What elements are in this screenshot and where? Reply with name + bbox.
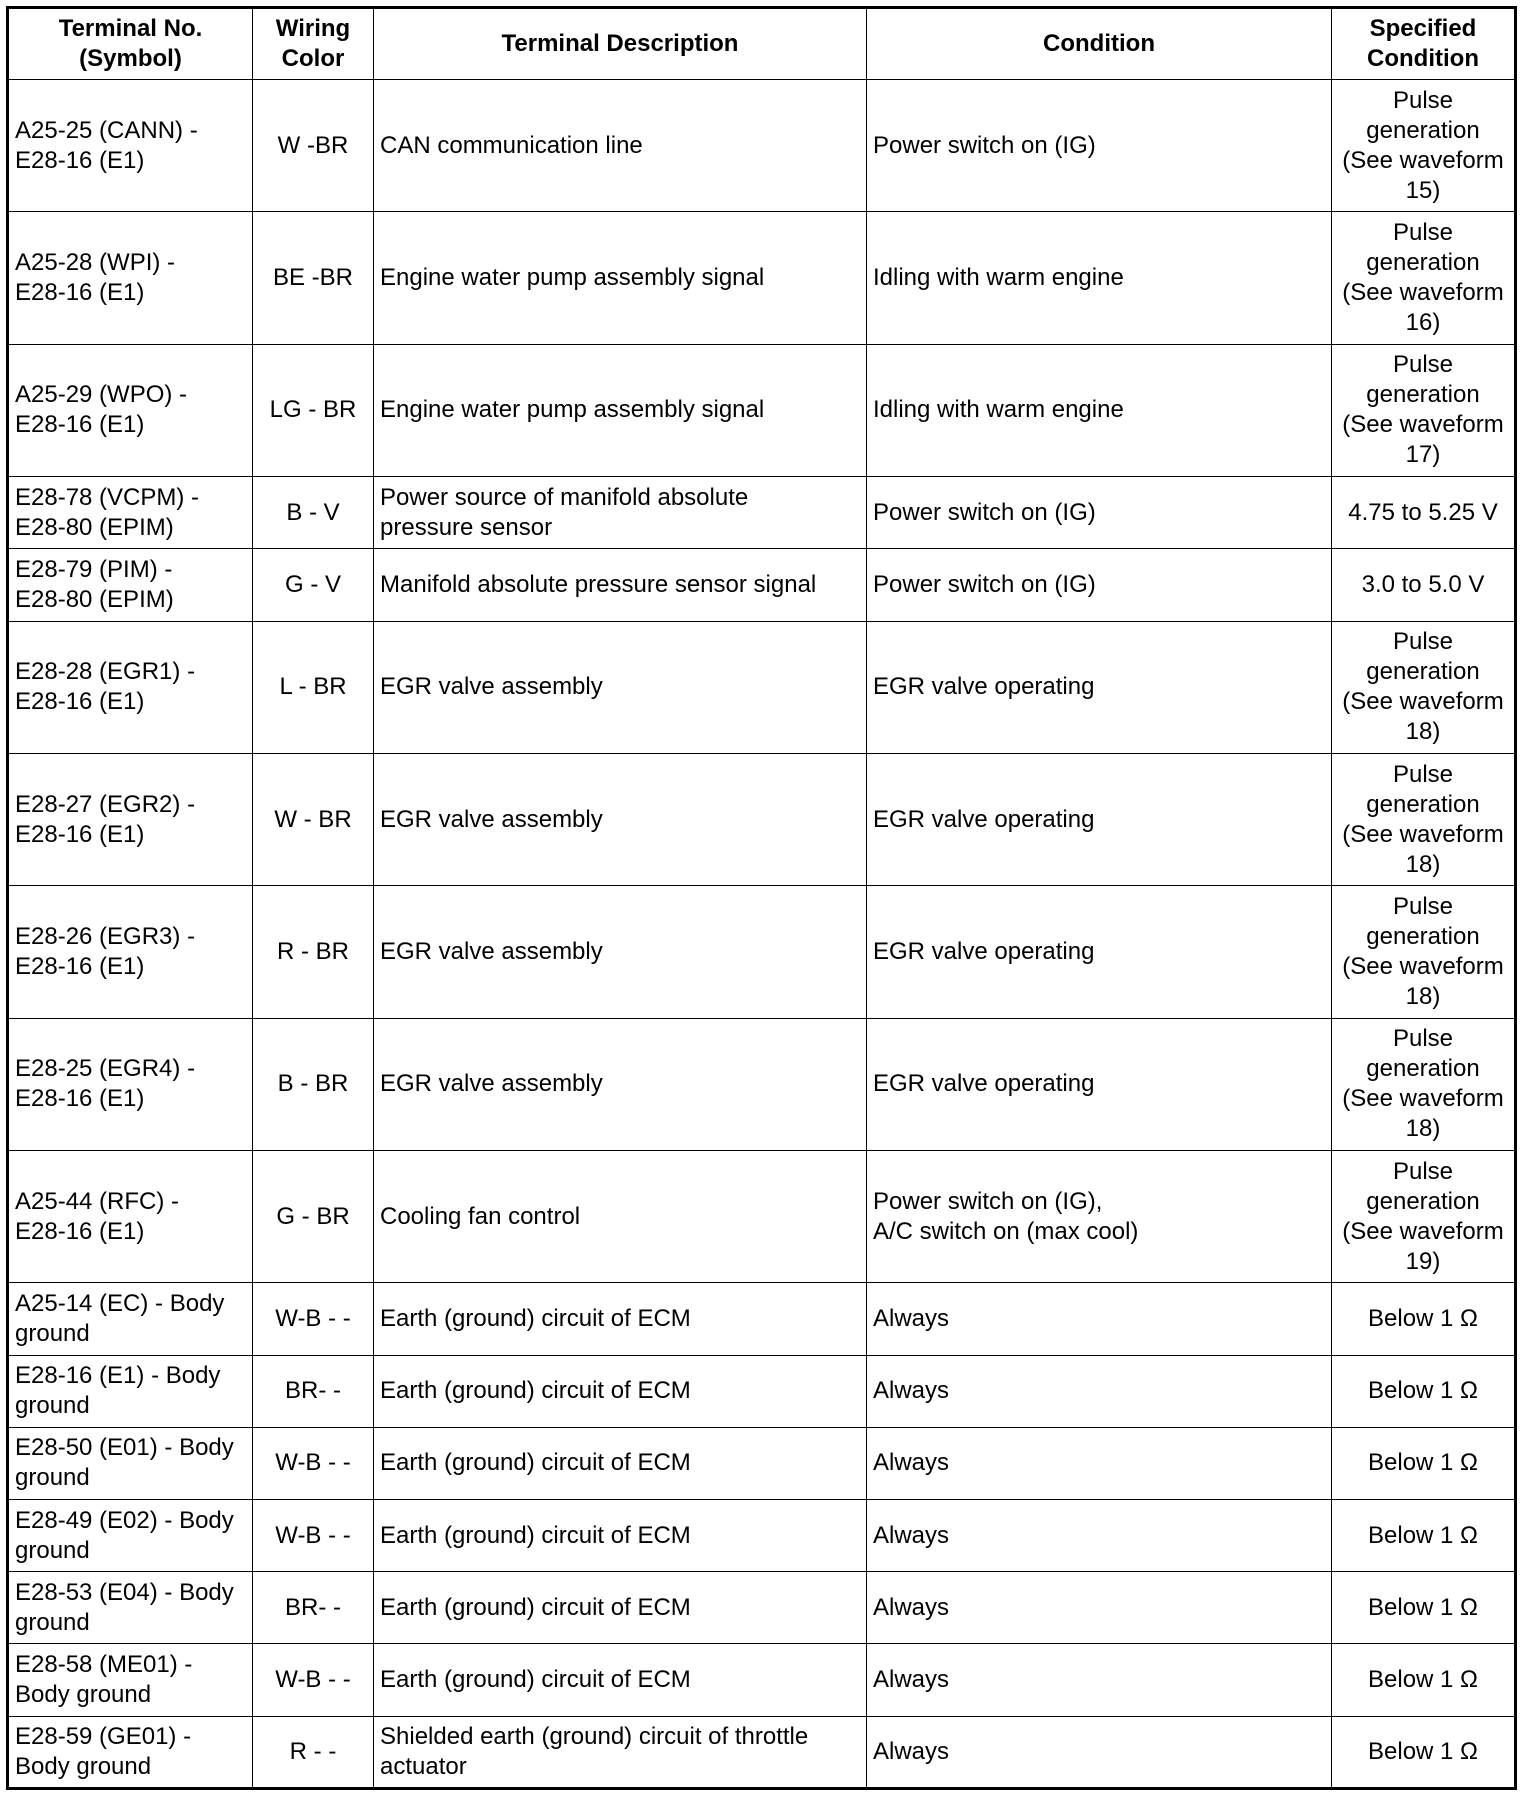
cell-specified-condition-line: (See waveform [1342, 820, 1504, 848]
cell-specified-condition-line: Pulse [1392, 760, 1454, 788]
cell-specified-condition-line: 18) [1405, 1115, 1441, 1143]
cell-specified-condition-line: Below 1 Ω [1368, 1593, 1478, 1621]
cell-terminal-line: E28-16 (E1) [15, 952, 145, 980]
cell-terminal-line: E28-16 (E1) [15, 1217, 145, 1245]
cell-specified-condition [1332, 80, 1516, 212]
table-row [8, 1355, 1516, 1427]
cell-terminal-line: E28-78 (VCPM) - [15, 483, 200, 511]
header-terminal-description: Terminal Description [374, 8, 867, 80]
cell-specified-condition [1332, 1644, 1516, 1716]
cell-description-line: Shielded earth (ground) circuit of throttle [380, 1722, 809, 1750]
cell-condition [867, 1716, 1332, 1788]
cell-specified-condition-line: Pulse [1392, 219, 1454, 247]
cell-specified-condition-line: 4.75 to 5.25 V [1348, 498, 1498, 526]
cell-specified-condition-line: Pulse [1392, 86, 1454, 114]
cell-terminal-line: ground [15, 1608, 90, 1636]
cell-wiring-color: BR- - [253, 1572, 374, 1644]
cell-specified-condition [1332, 1283, 1516, 1355]
cell-terminal-line: A25-25 (CANN) - [15, 116, 198, 144]
cell-condition [867, 344, 1332, 476]
cell-specified-condition-line: Below 1 Ω [1368, 1305, 1478, 1332]
cell-terminal-line: A25-14 (EC) - Body [15, 1290, 225, 1317]
cell-terminal [8, 621, 253, 753]
header-specified-line1: Specified [1369, 15, 1477, 42]
cell-specified-condition-line: Pulse [1392, 1157, 1454, 1185]
table-row [8, 477, 1516, 549]
cell-terminal-line: E28-59 (GE01) - [15, 1722, 192, 1750]
cell-specified-condition-line: 18) [1405, 982, 1441, 1010]
cell-terminal [8, 1151, 253, 1283]
header-wiring-color [253, 8, 374, 80]
cell-terminal [8, 1018, 253, 1150]
cell-wiring-color: R - - [253, 1716, 374, 1788]
table-row [8, 1500, 1516, 1572]
cell-terminal [8, 344, 253, 476]
cell-description-line: CAN communication line [380, 131, 643, 159]
cell-description [374, 344, 867, 476]
cell-description [374, 212, 867, 344]
cell-terminal-line: E28-16 (E1) [15, 688, 145, 716]
cell-specified-condition-line: Below 1 Ω [1368, 1666, 1478, 1694]
table-row [8, 1644, 1516, 1716]
table-row [8, 1151, 1516, 1283]
cell-terminal-line: E28-80 (EPIM) [15, 513, 174, 541]
cell-condition [867, 1018, 1332, 1150]
cell-specified-condition-line: 18) [1405, 850, 1441, 878]
cell-terminal-line: ground [15, 1536, 90, 1564]
cell-condition [867, 549, 1332, 621]
cell-wiring-color: BR- - [253, 1355, 374, 1427]
cell-condition [867, 1355, 1332, 1427]
cell-condition-line: EGR valve operating [873, 673, 1095, 701]
cell-description [374, 621, 867, 753]
cell-condition-line: Always [873, 1377, 950, 1405]
cell-terminal-line: E28-25 (EGR4) - [15, 1055, 196, 1083]
cell-description-line: Engine water pump assembly signal [380, 396, 765, 424]
cell-specified-condition-line: generation [1366, 1055, 1480, 1083]
cell-specified-condition [1332, 344, 1516, 476]
cell-terminal-line: A25-29 (WPO) - [15, 381, 188, 409]
cell-terminal-line: E28-16 (E1) [15, 146, 145, 174]
cell-condition-line: EGR valve operating [873, 937, 1095, 965]
cell-specified-condition-line: Below 1 Ω [1368, 1449, 1478, 1477]
table-row [8, 212, 1516, 344]
cell-specified-condition-line: Pulse [1392, 351, 1454, 379]
cell-specified-condition [1332, 212, 1516, 344]
cell-specified-condition-line: (See waveform [1342, 411, 1504, 439]
table-row [8, 1427, 1516, 1499]
cell-terminal [8, 1355, 253, 1427]
cell-description-line: EGR valve assembly [380, 673, 603, 701]
cell-terminal-line: E28-79 (PIM) - [15, 555, 173, 583]
cell-description-line: Engine water pump assembly signal [380, 264, 765, 292]
cell-wiring-color: G - BR [253, 1151, 374, 1283]
header-condition: Condition [867, 8, 1332, 80]
cell-terminal-line: E28-27 (EGR2) - [15, 790, 196, 818]
cell-terminal [8, 1644, 253, 1716]
cell-specified-condition-line: 16) [1405, 309, 1441, 337]
cell-wiring-color: R - BR [253, 886, 374, 1018]
cell-terminal-line: E28-16 (E1) [15, 820, 145, 848]
cell-description [374, 549, 867, 621]
cell-terminal-line: E28-16 (E1) [15, 279, 145, 307]
cell-description-line: EGR valve assembly [380, 937, 603, 965]
cell-description [374, 1355, 867, 1427]
cell-specified-condition-line: (See waveform [1342, 1085, 1504, 1113]
cell-terminal-line: Body ground [15, 1681, 152, 1709]
cell-description [374, 753, 867, 885]
cell-condition [867, 1644, 1332, 1716]
header-terminal-line2: (Symbol) [79, 45, 182, 72]
cell-wiring-color: W - BR [253, 753, 374, 885]
cell-description-line: Earth (ground) circuit of ECM [380, 1521, 691, 1549]
cell-specified-condition-line: generation [1366, 116, 1480, 144]
cell-description-line: Power source of manifold absolute [380, 483, 749, 511]
cell-specified-condition-line: 17) [1405, 441, 1441, 469]
cell-specified-condition-line: (See waveform [1342, 952, 1504, 980]
cell-terminal [8, 212, 253, 344]
header-wiring-line2: Color [281, 45, 345, 72]
cell-condition [867, 886, 1332, 1018]
cell-wiring-color: W-B - - [253, 1427, 374, 1499]
cell-specified-condition-line: Pulse [1392, 892, 1454, 920]
cell-specified-condition [1332, 621, 1516, 753]
cell-wiring-color: B - BR [253, 1018, 374, 1150]
cell-specified-condition-line: generation [1366, 790, 1480, 818]
cell-condition-line: Always [873, 1666, 950, 1694]
cell-condition-line: Always [873, 1593, 950, 1621]
cell-specified-condition-line: generation [1366, 249, 1480, 277]
cell-wiring-color: W -BR [253, 80, 374, 212]
cell-description-line: Manifold absolute pressure sensor signal [380, 570, 817, 598]
cell-terminal-line: Body ground [15, 1752, 152, 1780]
header-row [8, 8, 1516, 80]
cell-description [374, 1500, 867, 1572]
cell-condition-line: Power switch on (IG) [873, 131, 1096, 159]
table-row [8, 1572, 1516, 1644]
cell-condition [867, 1427, 1332, 1499]
cell-wiring-color: L - BR [253, 621, 374, 753]
cell-terminal [8, 1283, 253, 1355]
cell-terminal-line: E28-80 (EPIM) [15, 585, 174, 613]
cell-description-line: EGR valve assembly [380, 1070, 603, 1098]
cell-specified-condition [1332, 1427, 1516, 1499]
cell-condition [867, 212, 1332, 344]
cell-condition-line: Idling with warm engine [873, 264, 1124, 292]
cell-description-line: actuator [380, 1752, 467, 1780]
cell-specified-condition-line: generation [1366, 1187, 1480, 1215]
cell-specified-condition-line: Below 1 Ω [1368, 1377, 1478, 1405]
cell-condition-line: Always [873, 1737, 950, 1765]
cell-condition [867, 1283, 1332, 1355]
cell-terminal [8, 886, 253, 1018]
cell-specified-condition-line: 19) [1405, 1247, 1441, 1275]
terminal-inspection-table [6, 6, 1517, 1790]
cell-terminal-line: A25-28 (WPI) - [15, 249, 176, 277]
cell-terminal-line: E28-28 (EGR1) - [15, 658, 196, 686]
cell-specified-condition-line: 15) [1405, 176, 1441, 204]
cell-description-line: Earth (ground) circuit of ECM [380, 1305, 691, 1332]
cell-specified-condition-line: generation [1366, 922, 1480, 950]
cell-wiring-color: W-B - - [253, 1500, 374, 1572]
cell-condition-line: EGR valve operating [873, 1070, 1095, 1098]
cell-specified-condition-line: (See waveform [1342, 688, 1504, 716]
cell-description [374, 1716, 867, 1788]
table-row [8, 621, 1516, 753]
cell-condition [867, 1572, 1332, 1644]
cell-wiring-color: LG - BR [253, 344, 374, 476]
cell-specified-condition [1332, 1500, 1516, 1572]
cell-specified-condition-line: Below 1 Ω [1368, 1737, 1478, 1765]
table-row [8, 753, 1516, 885]
cell-terminal [8, 477, 253, 549]
table-row [8, 1283, 1516, 1355]
cell-terminal-line: ground [15, 1392, 90, 1420]
cell-specified-condition-line: generation [1366, 381, 1480, 409]
cell-description [374, 1283, 867, 1355]
table-row [8, 80, 1516, 212]
cell-description-line: Earth (ground) circuit of ECM [380, 1377, 691, 1405]
cell-condition [867, 1151, 1332, 1283]
cell-description [374, 1018, 867, 1150]
cell-terminal [8, 549, 253, 621]
cell-terminal-line: ground [15, 1464, 90, 1492]
cell-condition-line: A/C switch on (max cool) [873, 1217, 1139, 1245]
cell-description-line: pressure sensor [380, 513, 553, 541]
cell-condition [867, 477, 1332, 549]
cell-description-line: Earth (ground) circuit of ECM [380, 1593, 691, 1621]
cell-condition-line: Always [873, 1521, 950, 1549]
table-row [8, 549, 1516, 621]
cell-condition-line: EGR valve operating [873, 805, 1095, 833]
cell-condition-line: Always [873, 1305, 950, 1332]
cell-description [374, 1427, 867, 1499]
cell-specified-condition-line: Below 1 Ω [1368, 1521, 1478, 1549]
cell-condition [867, 1500, 1332, 1572]
cell-specified-condition [1332, 477, 1516, 549]
cell-terminal [8, 1716, 253, 1788]
cell-terminal-line: E28-16 (E1) [15, 1085, 145, 1113]
cell-description [374, 1572, 867, 1644]
cell-condition-line: Power switch on (IG) [873, 570, 1096, 598]
cell-specified-condition-line: generation [1366, 658, 1480, 686]
header-wiring-line1: Wiring [275, 15, 351, 42]
cell-condition-line: Idling with warm engine [873, 396, 1124, 424]
cell-condition [867, 80, 1332, 212]
cell-terminal-line: E28-50 (E01) - Body [15, 1434, 234, 1462]
cell-wiring-color: BE -BR [253, 212, 374, 344]
cell-specified-condition-line: (See waveform [1342, 1217, 1504, 1245]
cell-terminal [8, 80, 253, 212]
cell-specified-condition-line: Pulse [1392, 628, 1454, 656]
terminal-table-container [6, 6, 1514, 1790]
table-row [8, 1018, 1516, 1150]
cell-description [374, 886, 867, 1018]
table-row [8, 1716, 1516, 1788]
cell-description [374, 1151, 867, 1283]
cell-terminal-line: E28-16 (E1) [15, 411, 145, 439]
cell-condition-line: Power switch on (IG), [873, 1187, 1103, 1215]
header-specified-line2: Condition [1367, 45, 1479, 72]
cell-condition [867, 621, 1332, 753]
cell-condition-line: Always [873, 1449, 950, 1477]
cell-description [374, 1644, 867, 1716]
cell-specified-condition [1332, 549, 1516, 621]
cell-terminal-line: E28-58 (ME01) - [15, 1651, 193, 1679]
table-row [8, 344, 1516, 476]
cell-specified-condition [1332, 753, 1516, 885]
cell-terminal-line: E28-16 (E1) - Body [15, 1362, 221, 1390]
cell-specified-condition-line: 18) [1405, 718, 1441, 746]
cell-condition-line: Power switch on (IG) [873, 498, 1096, 526]
cell-specified-condition [1332, 1355, 1516, 1427]
cell-terminal-line: A25-44 (RFC) - [15, 1187, 180, 1215]
cell-terminal-line: ground [15, 1320, 90, 1347]
cell-description [374, 477, 867, 549]
cell-specified-condition [1332, 1018, 1516, 1150]
table-body [8, 80, 1516, 1789]
cell-description-line: EGR valve assembly [380, 805, 603, 833]
cell-specified-condition [1332, 886, 1516, 1018]
cell-wiring-color: B - V [253, 477, 374, 549]
cell-description-line: Cooling fan control [380, 1202, 581, 1230]
header-terminal-line1: Terminal No. [58, 15, 203, 42]
header-specified-condition [1332, 8, 1516, 80]
cell-specified-condition-line: 3.0 to 5.0 V [1361, 570, 1485, 598]
cell-description [374, 80, 867, 212]
cell-description-line: Earth (ground) circuit of ECM [380, 1449, 691, 1477]
cell-terminal-line: E28-49 (E02) - Body [15, 1506, 234, 1534]
cell-wiring-color: G - V [253, 549, 374, 621]
cell-terminal-line: E28-53 (E04) - Body [15, 1578, 234, 1606]
cell-specified-condition-line: (See waveform [1342, 146, 1504, 174]
cell-wiring-color: W-B - - [253, 1644, 374, 1716]
cell-wiring-color: W-B - - [253, 1283, 374, 1355]
cell-specified-condition [1332, 1151, 1516, 1283]
cell-specified-condition-line: (See waveform [1342, 279, 1504, 307]
cell-condition [867, 753, 1332, 885]
cell-terminal [8, 753, 253, 885]
cell-specified-condition [1332, 1572, 1516, 1644]
cell-specified-condition [1332, 1716, 1516, 1788]
header-terminal-no [8, 8, 253, 80]
cell-description-line: Earth (ground) circuit of ECM [380, 1666, 691, 1694]
cell-terminal [8, 1427, 253, 1499]
cell-terminal-line: E28-26 (EGR3) - [15, 922, 196, 950]
cell-terminal [8, 1572, 253, 1644]
cell-terminal [8, 1500, 253, 1572]
table-row [8, 886, 1516, 1018]
cell-specified-condition-line: Pulse [1392, 1025, 1454, 1053]
